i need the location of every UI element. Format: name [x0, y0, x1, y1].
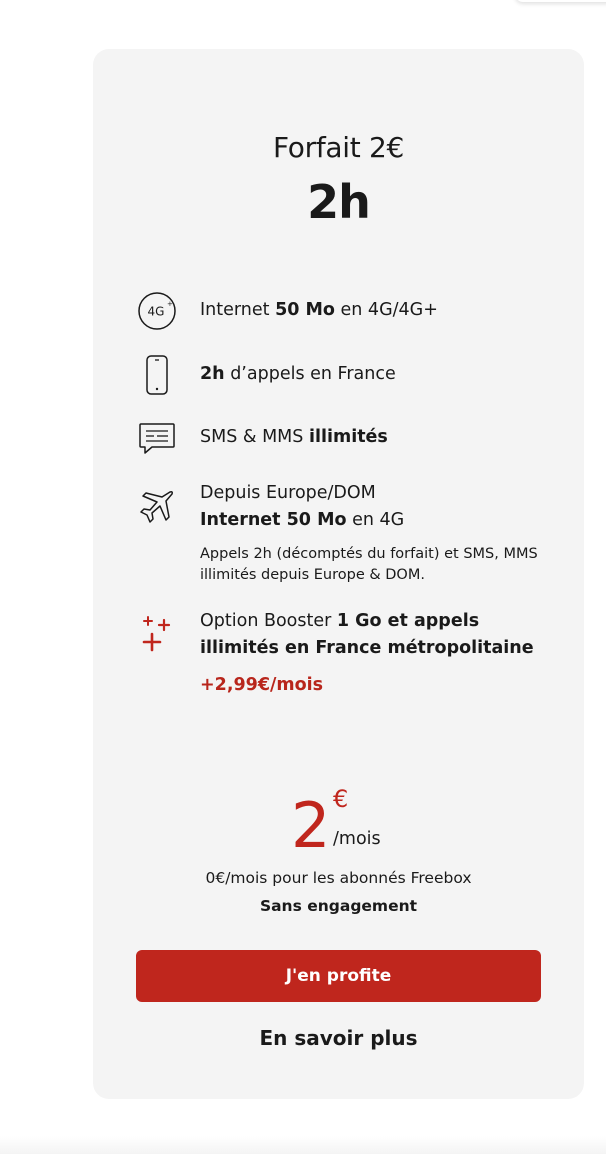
roaming-note: Appels 2h (décomptés du forfait) et SMS, MMS illimités depuis Europe & DOM.	[200, 546, 538, 583]
feature-sms-text: SMS & MMS illimités	[200, 427, 388, 447]
learn-more-link[interactable]: En savoir plus	[259, 1026, 418, 1050]
booster-description: Option Booster 1 Go et appels illimités en France métropolitaine	[200, 611, 534, 658]
feature-booster-text	[200, 608, 554, 699]
bottom-divider	[0, 1136, 606, 1154]
price-amount: 2	[291, 789, 331, 862]
phone-icon	[137, 354, 177, 396]
svg-text:+: +	[167, 300, 173, 308]
airplane-icon	[137, 487, 177, 527]
subscribe-button[interactable]: J'en profite	[136, 950, 541, 1002]
feature-calls-text: 2h d’appels en France	[200, 364, 396, 384]
feature-internet-text: Internet 50 Mo en 4G/4G+	[200, 300, 438, 320]
price-block	[93, 785, 584, 862]
roaming-line1: Depuis Europe/DOM	[200, 483, 376, 503]
booster-price: +2,99€/mois	[200, 675, 324, 695]
feature-roaming-text	[200, 480, 554, 586]
plan-subtitle: 2h	[307, 175, 370, 229]
roaming-line2: Internet 50 Mo en 4G	[200, 510, 405, 530]
message-icon	[137, 419, 177, 459]
price-currency: €	[333, 785, 349, 813]
svg-text:4G: 4G	[147, 304, 165, 319]
freebox-note: 0€/mois pour les abonnés Freebox	[205, 869, 472, 887]
engagement-label: Sans engagement	[259, 897, 418, 915]
plus-sparkle-icon	[137, 615, 177, 655]
top-dropdown-edge	[515, 0, 606, 2]
plan-title: Forfait 2€	[272, 131, 405, 164]
price-period: /mois	[333, 829, 381, 849]
plan-card	[93, 49, 584, 1099]
4g-icon	[137, 291, 177, 331]
